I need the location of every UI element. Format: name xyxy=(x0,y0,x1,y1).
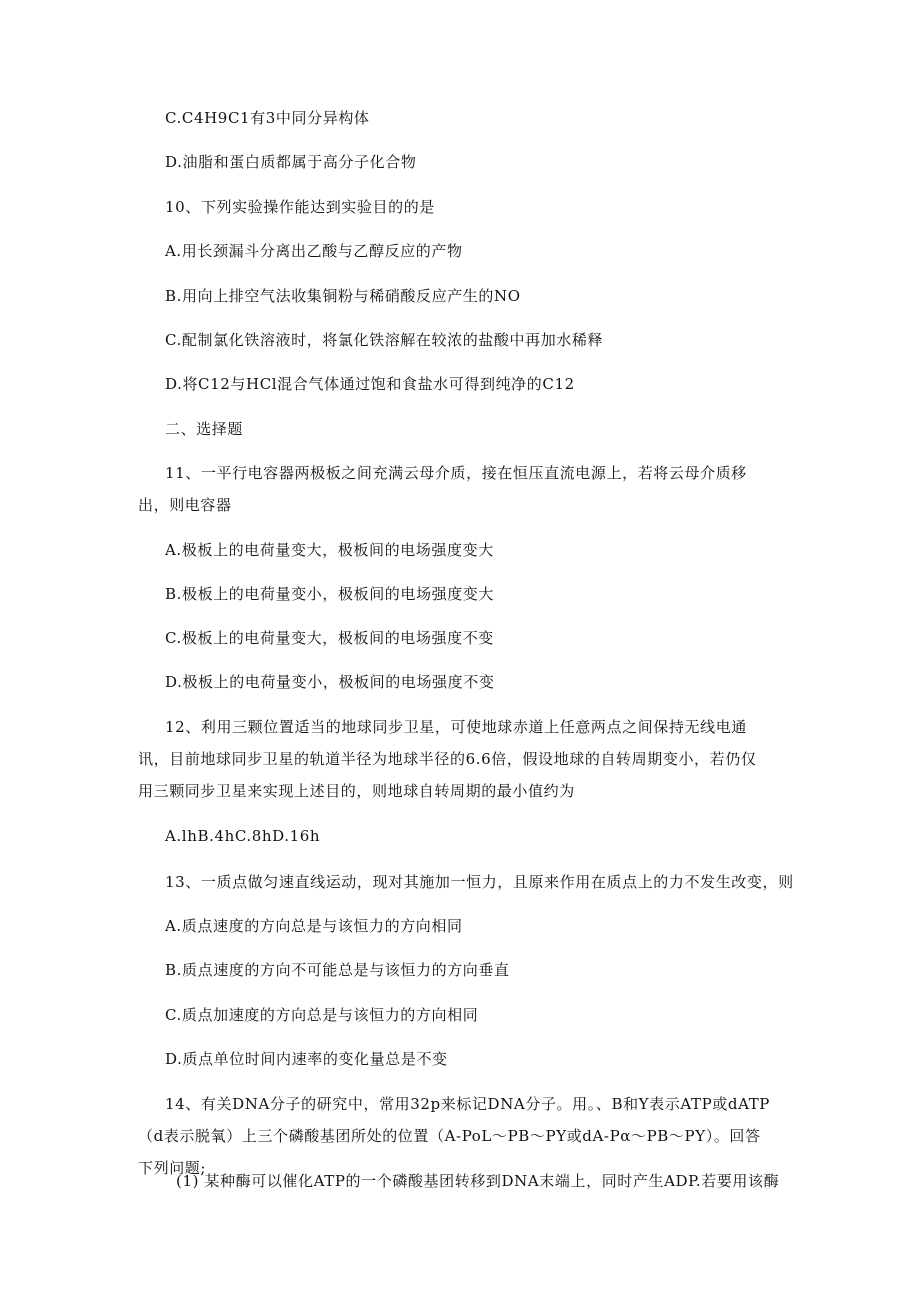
q10-option-c: C.配制氯化铁溶液时，将氯化铁溶解在较浓的盐酸中再加水稀释 xyxy=(165,331,604,349)
q12-stem: 12、利用三颗位置适当的地球同步卫星，可使地球赤道上任意两点之间保持无线电通讯，目前地球同步卫星的轨道半径为地球半径的6.6倍，假设地球的自转周期变小，若仍仅用三颗同步卫星来实现上述目的，则地球自转周期的最小值约为 xyxy=(138,718,757,800)
q11-option-a: A.极板上的电荷量变大，极板间的电场强度变大 xyxy=(165,541,494,559)
q11-option-d: D.极板上的电荷量变小，极板间的电场强度不变 xyxy=(165,673,495,691)
q11-stem: 11、一平行电容器两极板之间充满云母介质，接在恒压直流电源上，若将云母介质移出，则电容器 xyxy=(138,464,747,514)
q10-option-d: D.将C12与HCl混合气体通过饱和食盐水可得到纯净的C12 xyxy=(165,375,575,393)
q13-stem: 13、一质点做匀速直线运动，现对其施加一恒力，且原来作用在质点上的力不发生改变，则 xyxy=(165,873,794,891)
q9-option-c: C.C4H9C1有3中同分异构体 xyxy=(165,109,370,127)
q11-option-b: B.极板上的电荷量变小，极板间的电场强度变大 xyxy=(165,585,494,603)
q9-option-d: D.油脂和蛋白质都属于高分子化合物 xyxy=(165,153,417,171)
q10-stem: 10、下列实验操作能达到实验目的的是 xyxy=(165,198,435,216)
q13-option-c: C.质点加速度的方向总是与该恒力的方向相同 xyxy=(165,1006,479,1024)
q13-option-b: B.质点速度的方向不可能总是与该恒力的方向垂直 xyxy=(165,961,510,979)
q12-options: A.lhB.4hC.8hD.16h xyxy=(165,827,321,845)
q10-option-a: A.用长颈漏斗分离出乙酸与乙醇反应的产物 xyxy=(165,242,463,260)
q14-subquestion-1: (1) 某种酶可以催化ATP的一个磷酸基团转移到DNA末端上，同时产生ADP.若要用该酶 xyxy=(176,1172,780,1190)
q14-stem: 14、有关DNA分子的研究中，常用32p来标记DNA分子。用。、B和Y表示ATP或dATP（d表示脱氧）上三个磷酸基团所处的位置（A-PoL～PB～PY或dA-Pα～PB～PY）。回答下列问题; xyxy=(138,1095,770,1177)
q11-option-c: C.极板上的电荷量变大，极板间的电场强度不变 xyxy=(165,629,494,647)
q10-option-b: B.用向上排空气法收集铜粉与稀硝酸反应产生的NO xyxy=(165,287,521,305)
q13-option-a: A.质点速度的方向总是与该恒力的方向相同 xyxy=(165,917,463,935)
q13-option-d: D.质点单位时间内速率的变化量总是不变 xyxy=(165,1050,448,1068)
section-heading: 二、选择题 xyxy=(165,420,244,438)
